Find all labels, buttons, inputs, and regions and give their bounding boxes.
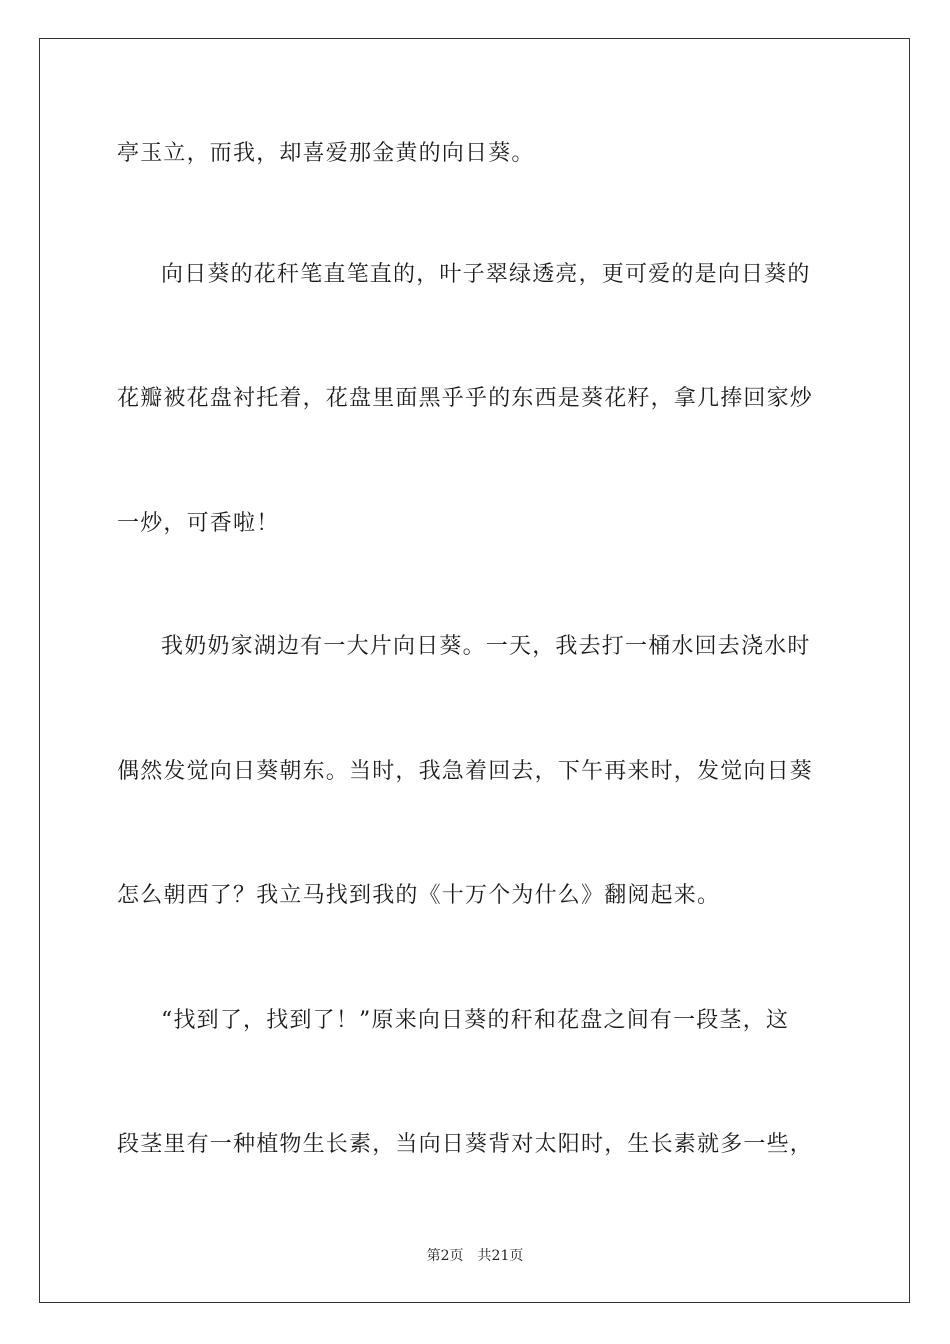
text-line-5: 我奶奶家湖边有一大片向日葵。一天，我去打一桶水回去浇水时 bbox=[161, 634, 811, 659]
text-line-7: 怎么朝西了？我立马找到我的《十万个为什么》翻阅起来。 bbox=[117, 883, 721, 908]
text-line-4: 一炒，可香啦！ bbox=[117, 511, 280, 536]
page-number-total: 共21页 bbox=[477, 1248, 524, 1264]
page-border bbox=[39, 38, 910, 1303]
text-line-3: 花瓣被花盘衬托着，花盘里面黑乎乎的东西是葵花籽，拿几捧回家炒 bbox=[117, 386, 814, 411]
text-line-9: 段茎里有一种植物生长素，当向日葵背对太阳时，生长素就多一些， bbox=[117, 1132, 814, 1157]
text-line-2: 向日葵的花秆笔直笔直的，叶子翠绿透亮，更可爱的是向日葵的 bbox=[161, 262, 811, 287]
page-footer bbox=[0, 1246, 950, 1266]
text-line-8: “找到了，找到了！”原来向日葵的秆和花盘之间有一段茎，这 bbox=[161, 1008, 790, 1033]
text-line-6: 偶然发觉向日葵朝东。当时，我急着回去，下午再来时，发觉向日葵 bbox=[117, 759, 814, 784]
text-line-1: 亭玉立，而我，却喜爱那金黄的向日葵。 bbox=[117, 141, 535, 166]
page-number-current: 第2页 bbox=[426, 1248, 464, 1264]
